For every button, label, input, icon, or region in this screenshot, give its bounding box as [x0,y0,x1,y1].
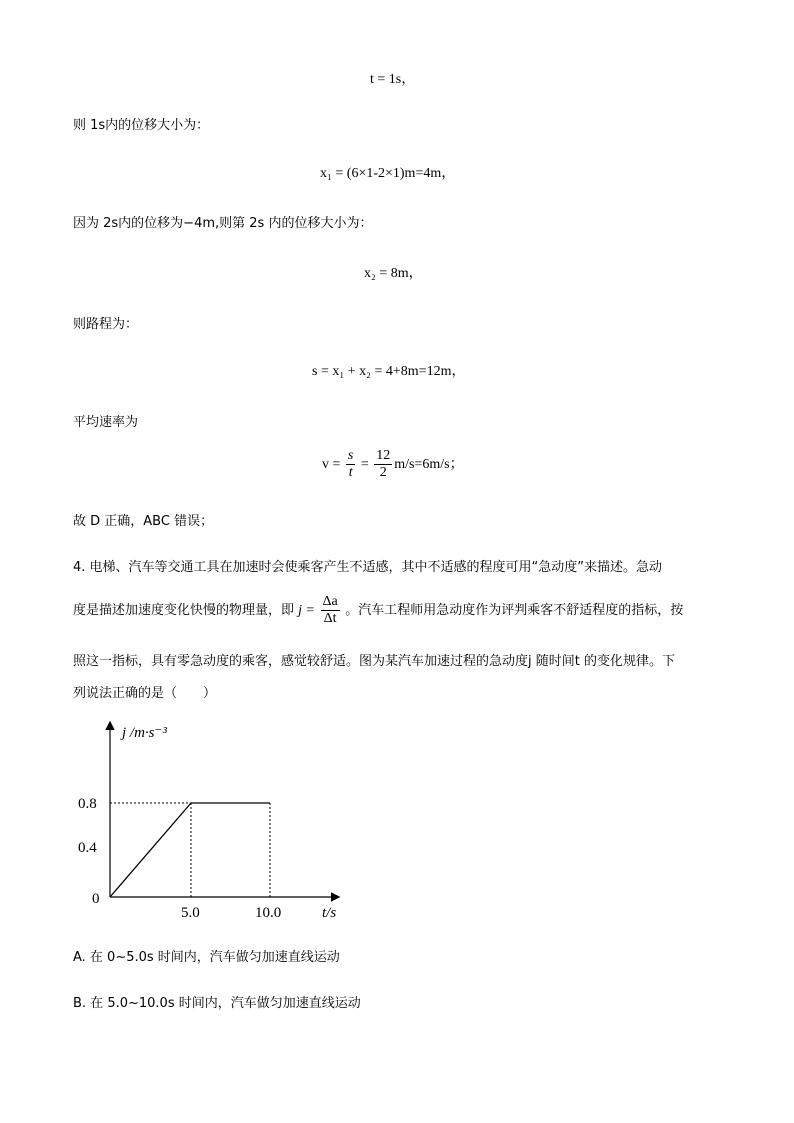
y-tick-label-0: 0 [92,891,100,907]
jerk-series-line [110,803,270,897]
text-path: 则路程为： [73,317,139,332]
jerk-formula-fraction [321,594,340,627]
x-axis-label: t/s [322,905,337,921]
fraction-numerator: Δa [321,594,340,611]
question-4-line-2-start: 度是描述加速度变化快慢的物理量，即 [73,602,295,618]
fraction-denominator: Δt [323,611,337,627]
fraction-numerator: 12 [374,448,392,465]
text-2s-displacement: 因为 2s内的位移为−4m,则第 2s 内的位移大小为： [73,216,373,231]
x-tick-label-5.0: 5.0 [181,905,200,921]
equation-v [322,448,464,481]
y-tick-label-0.4: 0.4 [78,840,97,856]
text-conclusion: 故 D 正确，ABC 错误； [73,514,214,529]
equation-x2: x₂ = 8m， [364,266,423,281]
fraction-denominator: 2 [379,465,387,481]
equals-sign: = [360,456,369,472]
jerk-formula-lhs: j = [298,602,315,618]
equation-t: t = 1s， [370,72,416,87]
equation-x1: x₁ = (6×1-2×1)m=4m， [320,166,456,181]
question-4-line-3: 照这一指标，具有零急动度的乘客，感觉较舒适。图为某汽车加速过程的急动度j 随时间t 的变化规律。下 [73,654,675,669]
question-4-line-1: 4. 电梯、汽车等交通工具在加速时会使乘客产生不适感，其中不适感的程度可用“急动度”来描述。急动 [73,560,663,575]
fraction-s-over-t [346,448,355,481]
question-4-line-2 [73,594,683,627]
question-4-line-4: 列说法正确的是（ ） [73,686,217,701]
x-tick-label-10.0: 10.0 [255,905,282,921]
fraction-12-over-2 [374,448,392,481]
y-tick-label-0.8: 0.8 [78,796,97,812]
jerk-time-chart [70,715,360,930]
option-b: B. 在 5.0~10.0s 时间内，汽车做匀加速直线运动 [73,996,361,1011]
equation-v-lhs: v = [322,456,341,472]
fraction-denominator: t [348,465,353,481]
fraction-numerator: s [346,448,355,465]
equation-s: s = x₁ + x₂ = 4+8m=12m， [312,364,466,379]
text-1s-displacement: 则 1s内的位移大小为： [73,118,210,133]
equation-v-result: m/s=6m/s； [394,456,464,472]
text-average-speed: 平均速率为 [73,415,139,430]
option-a: A. 在 0~5.0s 时间内，汽车做匀加速直线运动 [73,950,340,965]
question-4-line-2-end: 。汽车工程师用急动度作为评判乘客不舒适程度的指标，按 [345,602,684,618]
y-axis-label: j /m·s⁻³ [122,725,167,741]
